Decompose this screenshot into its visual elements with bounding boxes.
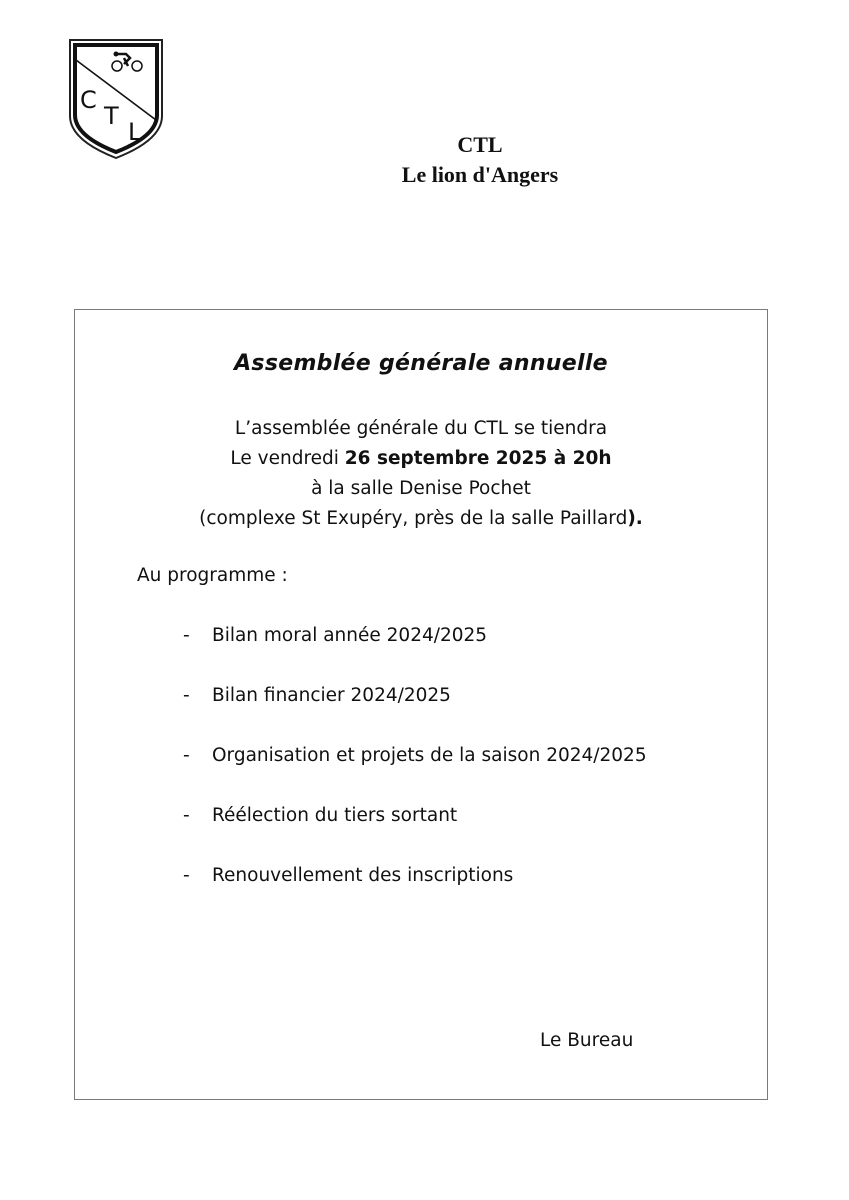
- bullet-dash: -: [183, 745, 190, 766]
- meeting-date-time: 26 septembre 2025 à 20h: [344, 448, 612, 469]
- bullet-dash: -: [183, 625, 190, 646]
- logo-letter-c: C: [80, 86, 97, 114]
- venue-details-end: ).: [627, 508, 643, 529]
- intro-line-3: à la salle Denise Pochet: [311, 478, 531, 499]
- intro-line-4: [75, 504, 767, 534]
- signature: Le Bureau: [540, 1030, 634, 1051]
- notice-title: Assemblée générale annuelle: [234, 351, 608, 376]
- program-label: Au programme :: [137, 565, 288, 586]
- logo-letter-t: T: [104, 102, 119, 130]
- program-item-text: Renouvellement des inscriptions: [212, 865, 514, 886]
- venue-details: (complexe St Exupéry, près de la salle Paillard: [199, 508, 628, 529]
- program-item-text: Bilan moral année 2024/2025: [212, 625, 488, 646]
- intro-date-prefix: Le vendredi: [230, 448, 345, 469]
- bullet-dash: -: [183, 865, 190, 886]
- club-logo: [66, 36, 166, 162]
- bullet-dash: -: [183, 805, 190, 826]
- intro-line-1: L’assemblée générale du CTL se tiendra: [234, 418, 608, 439]
- org-location: Le lion d'Angers: [401, 162, 559, 187]
- program-item-text: Bilan financier 2024/2025: [212, 685, 451, 706]
- notice-box: [74, 309, 768, 1100]
- org-header: [300, 130, 660, 190]
- ctl-cycling-shield-icon: [66, 36, 166, 162]
- intro-line-2: [75, 444, 767, 474]
- bullet-dash: -: [183, 685, 190, 706]
- program-item-text: Organisation et projets de la saison 2024/2025: [212, 745, 647, 766]
- logo-letter-l: L: [128, 118, 142, 146]
- notice-intro: [75, 414, 767, 534]
- org-name: CTL: [457, 132, 503, 157]
- program-item-text: Réélection du tiers sortant: [212, 805, 458, 826]
